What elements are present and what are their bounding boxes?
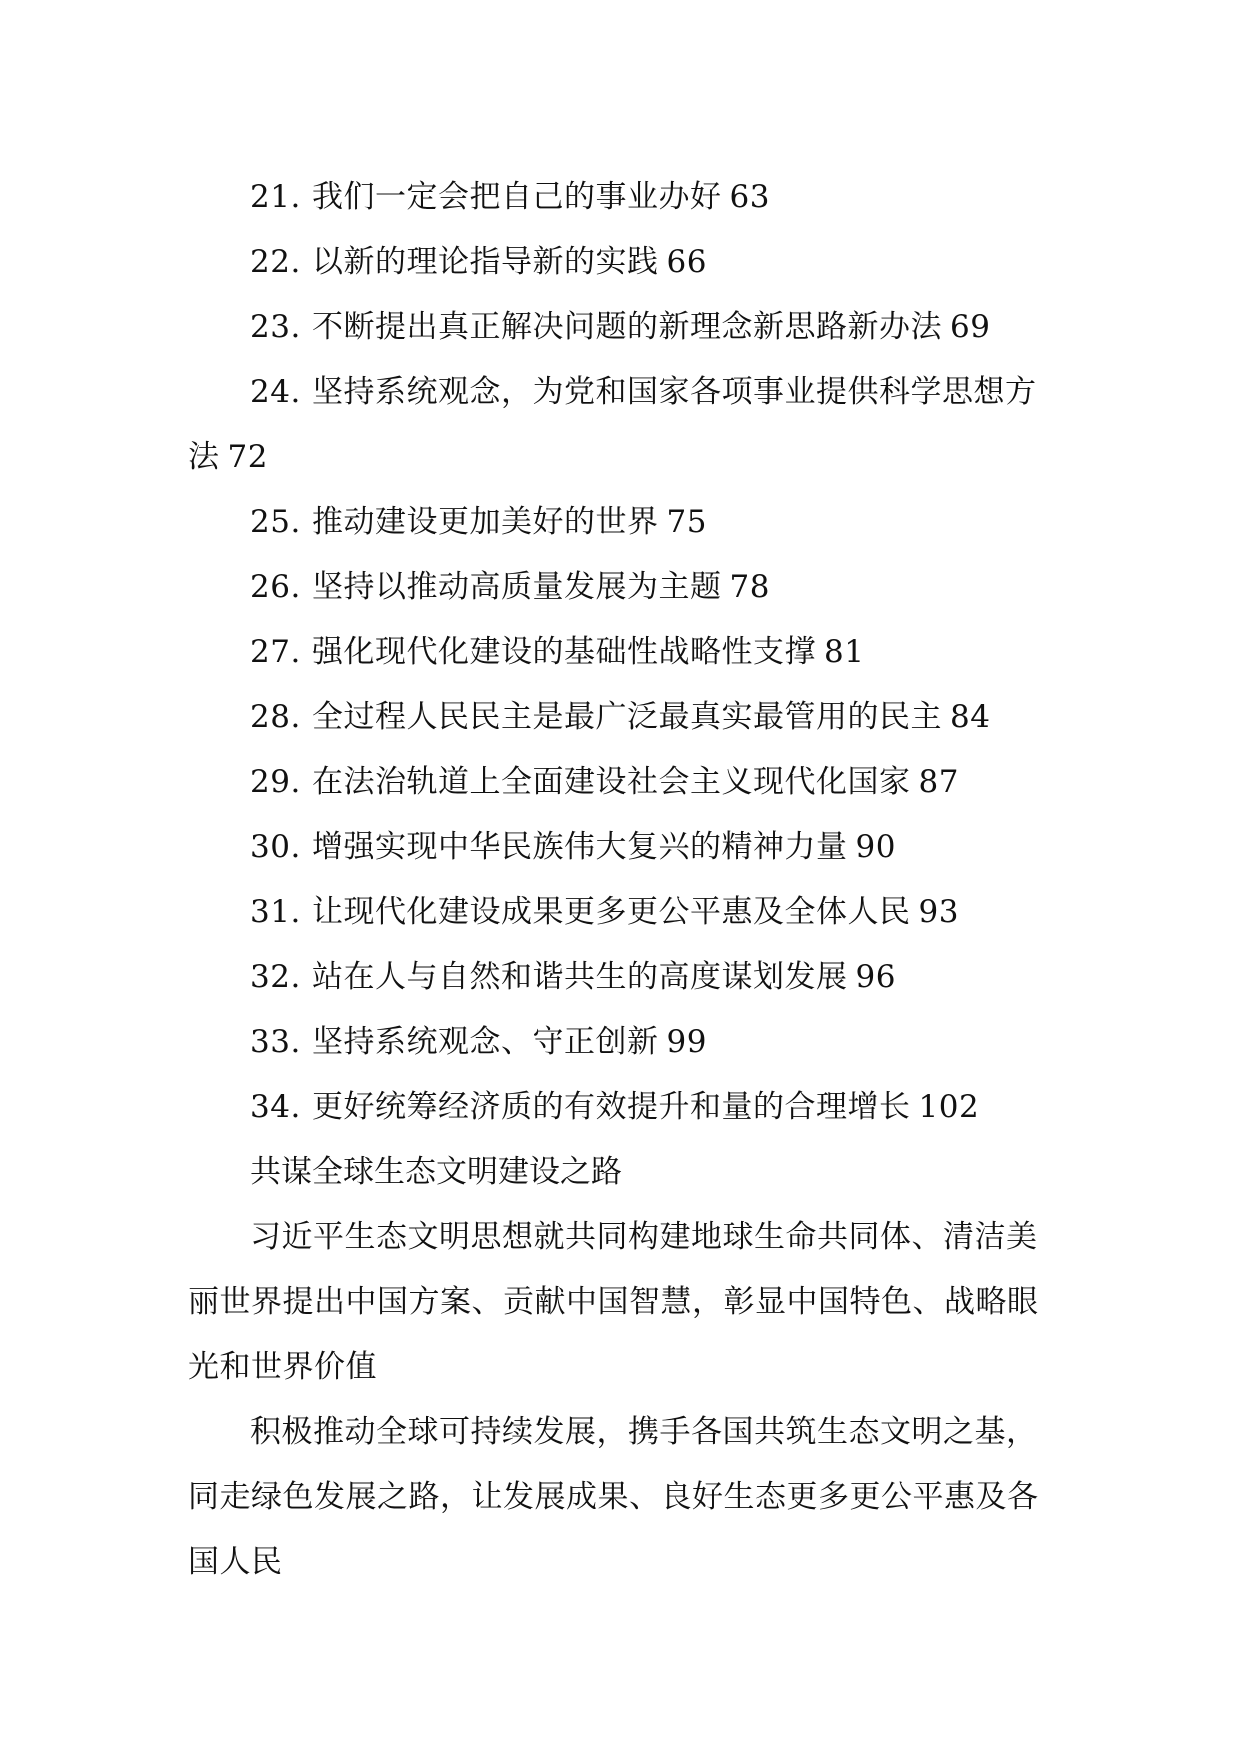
toc-item-number: 32.: [250, 959, 301, 995]
toc-item: [188, 230, 1064, 295]
toc-item: [188, 1010, 1064, 1075]
toc-item: [188, 490, 1064, 555]
toc-item-number: 25.: [250, 504, 301, 540]
toc-item-page: 72: [227, 439, 268, 475]
toc-item-page: 78: [729, 569, 770, 605]
toc-item-title: 增强实现中华民族伟大复兴的精神力量: [312, 829, 848, 865]
toc-item-number: 26.: [250, 569, 301, 605]
toc-item-number: 34.: [250, 1089, 301, 1125]
paragraph: 习近平生态文明思想就共同构建地球生命共同体、清洁美丽世界提出中国方案、贡献中国智慧，彰显中国特色、战略眼光和世界价值: [188, 1219, 1039, 1385]
toc-item-title: 在法治轨道上全面建设社会主义现代化国家: [312, 764, 911, 800]
paragraph: 积极推动全球可持续发展，携手各国共筑生态文明之基，同走绿色发展之路，让发展成果、良好生态更多更公平惠及各国人民: [188, 1414, 1039, 1580]
toc-item: [188, 295, 1064, 360]
toc-item-page: 102: [918, 1089, 980, 1125]
toc-item-title: 让现代化建设成果更多更公平惠及全体人民: [312, 894, 911, 930]
toc-item: [188, 880, 1064, 945]
toc-item-number: 28.: [250, 699, 301, 735]
toc-item-page: 99: [666, 1024, 707, 1060]
toc-item-number: 30.: [250, 829, 301, 865]
toc-item: [188, 555, 1064, 620]
toc-item-number: 29.: [250, 764, 301, 800]
toc-item-number: 21.: [250, 179, 301, 215]
toc-item-number: 22.: [250, 244, 301, 280]
section-heading: 共谋全球生态文明建设之路: [250, 1154, 622, 1190]
toc-item-number: 27.: [250, 634, 301, 670]
page-content: [188, 165, 1064, 1595]
toc-item-page: 90: [855, 829, 896, 865]
toc-item-page: 93: [918, 894, 959, 930]
toc-item-page: 69: [950, 309, 991, 345]
toc-item-title: 推动建设更加美好的世界: [312, 504, 659, 540]
toc-item-page: 87: [918, 764, 959, 800]
toc-item-page: 75: [666, 504, 707, 540]
toc-item: [188, 165, 1064, 230]
toc-item: [188, 815, 1064, 880]
toc-item-page: 66: [666, 244, 707, 280]
toc-item: [188, 750, 1064, 815]
toc-item-page: 84: [950, 699, 991, 735]
toc-item-title: 我们一定会把自己的事业办好: [312, 179, 722, 215]
toc-item-title: 坚持系统观念、守正创新: [312, 1024, 659, 1060]
toc-item-page: 63: [729, 179, 770, 215]
toc-item: [188, 685, 1064, 750]
toc-item-title: 强化现代化建设的基础性战略性支撑: [312, 634, 816, 670]
toc-item-title: 坚持系统观念，为党和国家各项事业提供科学思想方法: [188, 374, 1037, 475]
toc-item-number: 24.: [250, 374, 301, 410]
toc-item-title: 坚持以推动高质量发展为主题: [312, 569, 722, 605]
toc-item-title: 以新的理论指导新的实践: [312, 244, 659, 280]
toc-item-title: 更好统筹经济质的有效提升和量的合理增长: [312, 1089, 911, 1125]
toc-item-number: 23.: [250, 309, 301, 345]
toc-item-title: 全过程人民民主是最广泛最真实最管用的民主: [312, 699, 942, 735]
toc-item: [188, 360, 1064, 490]
toc-item: [188, 1075, 1064, 1140]
toc-item-title: 站在人与自然和谐共生的高度谋划发展: [312, 959, 848, 995]
toc-item-number: 33.: [250, 1024, 301, 1060]
toc-item-title: 不断提出真正解决问题的新理念新思路新办法: [312, 309, 942, 345]
toc-item: [188, 620, 1064, 685]
toc-item-page: 96: [855, 959, 896, 995]
toc-item-page: 81: [824, 634, 865, 670]
toc-item-number: 31.: [250, 894, 301, 930]
toc-item: [188, 945, 1064, 1010]
